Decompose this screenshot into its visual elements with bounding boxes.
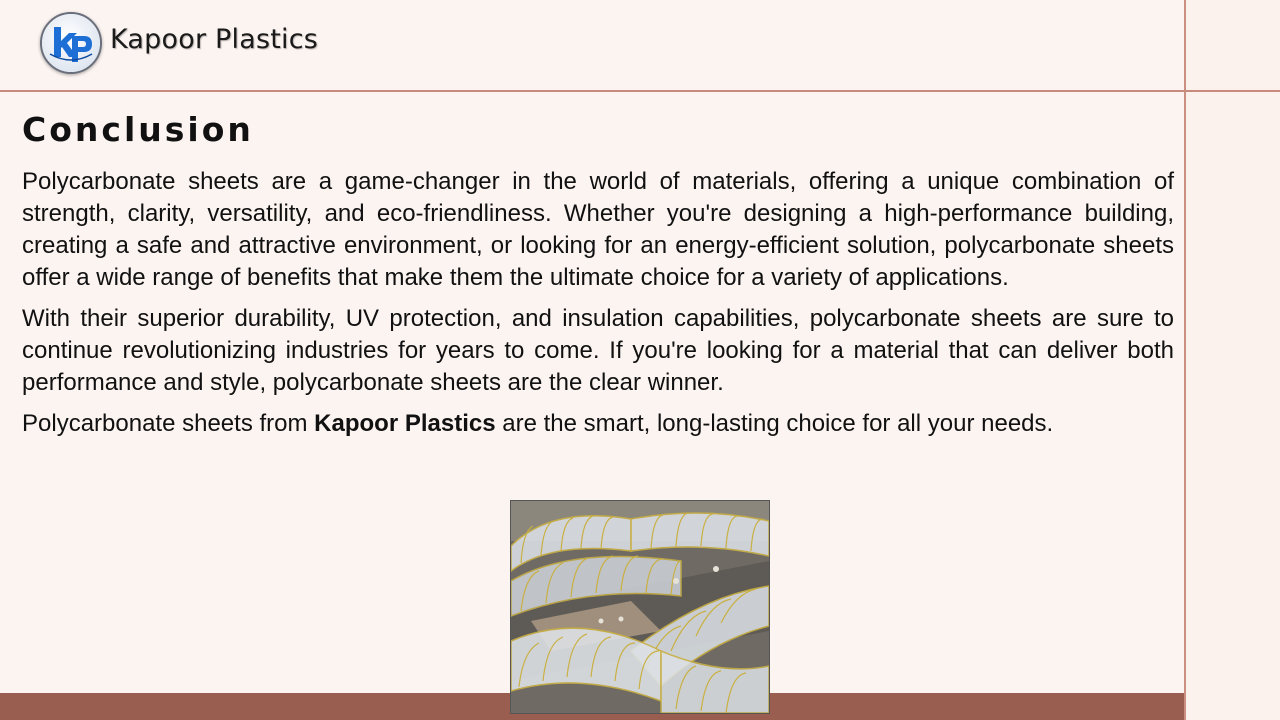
closing-text-end: are the smart, long-lasting choice for all your needs. [495,410,1054,437]
skylight-image-illustration [511,501,769,713]
skylight-photo [510,500,770,714]
paragraph-closing [22,408,1174,440]
brand-mention: Kapoor Plastics [314,410,496,437]
kapoor-plastics-logo [40,12,102,74]
right-margin-strip [1184,0,1280,720]
header-divider [0,90,1280,92]
slide-title: Conclusion [22,110,254,149]
slide-body [22,166,1174,449]
brand-name: Kapoor Plastics [110,24,319,55]
kp-logo-icon [42,14,100,72]
paragraph-intro: Polycarbonate sheets are a game-changer in the world of materials, offering a unique combination of strength, clarity, versatility, and eco-friendliness. Whether you're designing a high-performance building, creating a safe and attractive environment, or looking for an energy-efficient solution, polycarbonate sheets offer a wide range of benefits that make them the ultimate choice for a variety of applications. [22,168,1174,291]
closing-text-start: Polycarbonate sheets from [22,410,315,437]
paragraph-benefits: With their superior durability, UV protection, and insulation capabilities, polycarbonate sheets are sure to continue revolutionizing industries for years to come. If you're looking for a material that can deliver both performance and style, polycarbonate sheets are the clear winner. [22,305,1174,396]
header [0,0,1184,90]
